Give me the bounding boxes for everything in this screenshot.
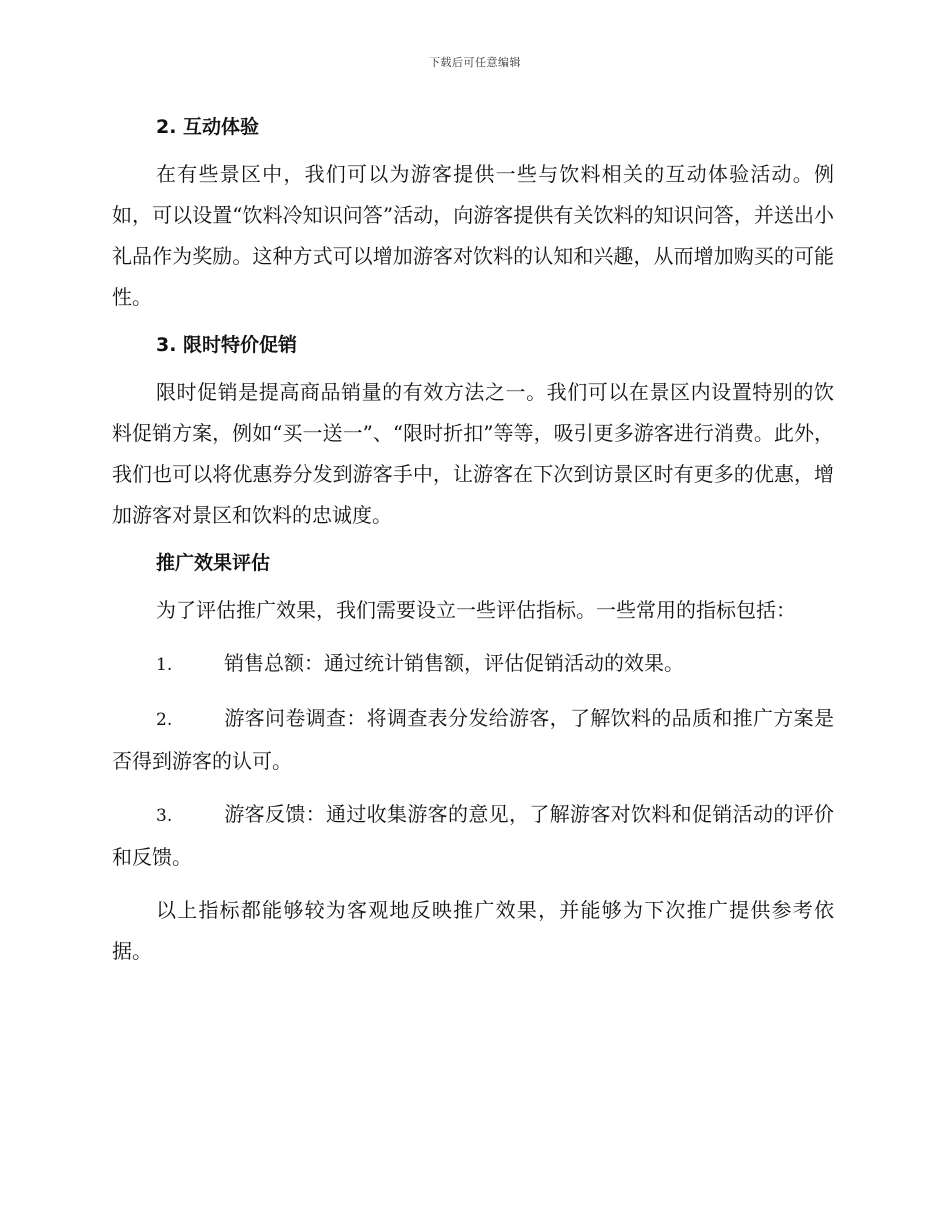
section-heading-interactive: 2. 互动体验 (156, 116, 260, 138)
list-item (112, 698, 834, 782)
list-item (112, 643, 834, 686)
list-item (112, 794, 834, 878)
section-heading-evaluation: 推广效果评估 (156, 552, 271, 574)
paragraph-promo: 限时促销是提高商品销量的有效方法之一。我们可以在景区内设置特别的饮料促销方案，例如“买一送一”、“限时折扣”等等，吸引更多游客进行消费。此外，我们也可以将优惠券分发到游客手中，让游客在下次到访景区时有更多的优惠，增加游客对景区和饮料的忠诚度。 (112, 380, 834, 527)
list-item-text: 销售总额：通过统计销售额，评估促销活动的效果。 (224, 651, 684, 675)
paragraph-evaluation-conclusion: 以上指标都能够较为客观地反映推广效果，并能够为下次推广提供参考依据。 (112, 898, 834, 963)
paragraph-evaluation-intro: 为了评估推广效果，我们需要设立一些评估指标。一些常用的指标包括： (156, 598, 796, 622)
document-content (112, 112, 834, 984)
list-item-number: 1. (156, 655, 173, 675)
paragraph-interactive: 在有些景区中，我们可以为游客提供一些与饮料相关的互动体验活动。例如，可以设置“饮料冷知识问答”活动，向游客提供有关饮料的知识问答，并送出小礼品作为奖励。这种方式可以增加游客对饮料的认知和兴趣，从而增加购买的可能性。 (112, 162, 834, 309)
section-heading-promo: 3. 限时特价促销 (156, 334, 298, 356)
list-item-number: 3. (156, 806, 173, 826)
list-item-number: 2. (156, 710, 173, 730)
list-item-text: 游客反馈：通过收集游客的意见，了解游客对饮料和促销活动的评价和反馈。 (112, 802, 834, 869)
list-item-text: 游客问卷调查：将调查表分发给游客，了解饮料的品质和推广方案是否得到游客的认可。 (112, 706, 834, 773)
page-header: 下载后可任意编辑 (429, 56, 521, 69)
